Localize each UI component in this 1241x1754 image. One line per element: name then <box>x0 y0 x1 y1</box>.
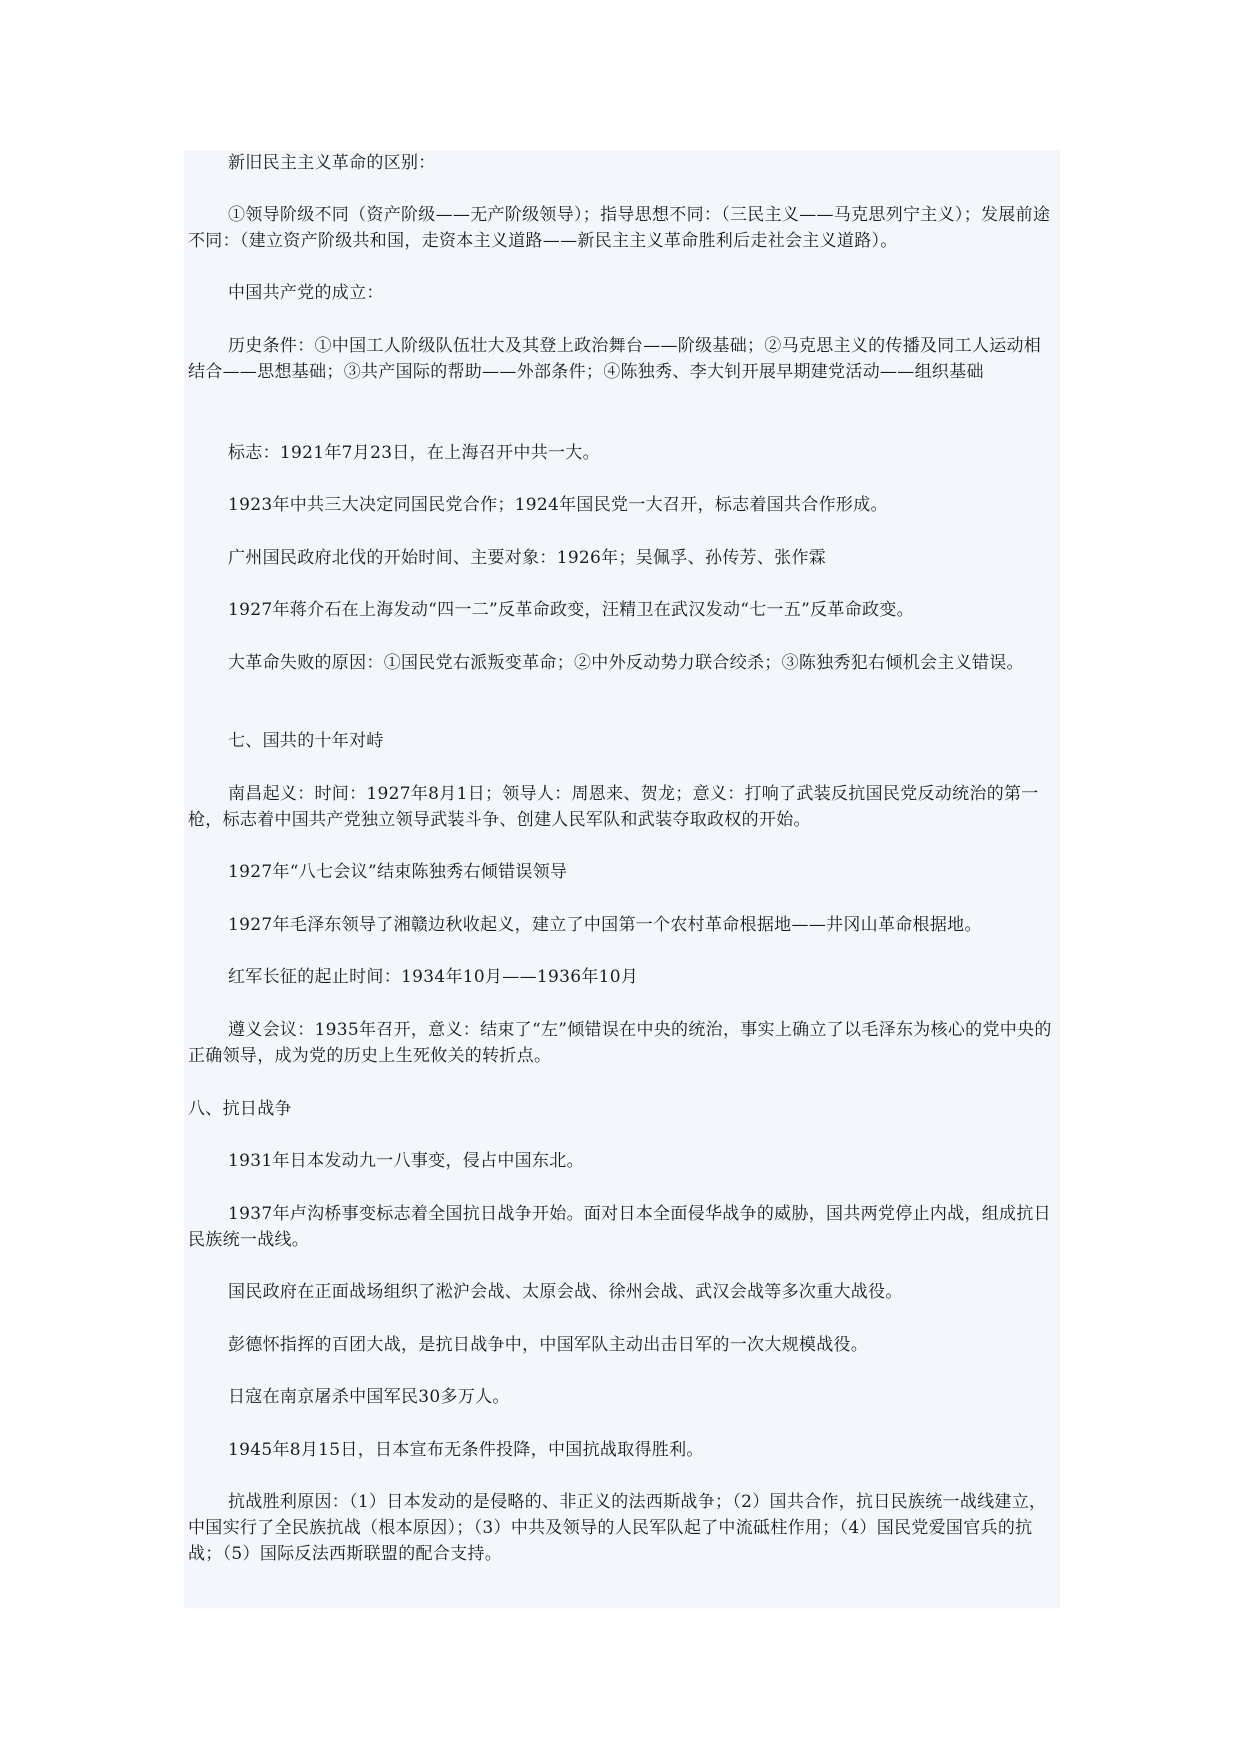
paragraph: 1931年日本发动九一八事变，侵占中国东北。 <box>228 1151 584 1171</box>
section-heading: 七、国共的十年对峙 <box>228 731 384 751</box>
paragraph: 新旧民主主义革命的区别： <box>228 153 436 173</box>
paragraph: 1923年中共三大决定同国民党合作；1924年国民党一大召开，标志着国共合作形成。 <box>228 495 888 515</box>
paragraph: 1927年蒋介石在上海发动“四一二”反革命政变，汪精卫在武汉发动“七一五”反革命政变。 <box>228 600 914 620</box>
paragraph: 标志：1921年7月23日，在上海召开中共一大。 <box>228 443 600 463</box>
paragraph: 大革命失败的原因：①国民党右派叛变革命；②中外反动势力联合绞杀；③陈独秀犯右倾机会主义错误。 <box>228 653 1024 673</box>
paragraph: 1927年“八七会议”结束陈独秀右倾错误领导 <box>228 862 568 882</box>
paragraph: 中国共产党的成立： <box>228 283 384 303</box>
paragraph: 日寇在南京屠杀中国军民30多万人。 <box>228 1387 510 1407</box>
document-body <box>184 150 1060 1608</box>
paragraph: ①领导阶级不同（资产阶级——无产阶级领导）；指导思想不同：（三民主义——马克思列宁主义）；发展前途不同：（建立资产阶级共和国，走资本主义道路——新民主主义革命胜利后走社会主义道路）。 <box>188 205 1051 251</box>
paragraph: 国民政府在正面战场组织了淞沪会战、太原会战、徐州会战、武汉会战等多次重大战役。 <box>228 1282 903 1302</box>
paragraph: 遵义会议：1935年召开，意义：结束了“左”倾错误在中央的统治，事实上确立了以毛泽东为核心的党中央的正确领导，成为党的历史上生死攸关的转折点。 <box>188 1020 1052 1066</box>
paragraph: 南昌起义：时间：1927年8月1日；领导人：周恩来、贺龙；意义：打响了武装反抗国民党反动统治的第一枪，标志着中国共产党独立领导武装斗争、创建人民军队和武装夺取政权的开始。 <box>188 784 1039 830</box>
paragraph: 抗战胜利原因：（1）日本发动的是侵略的、非正义的法西斯战争；（2）国共合作，抗日民族统一战线建立，中国实行了全民族抗战（根本原因）；（3）中共及领导的人民军队起了中流砥柱作用；（4）国民党爱国官兵的抗战；（5）国际反法西斯联盟的配合支持。 <box>188 1492 1047 1564</box>
paragraph: 1945年8月15日，日本宣布无条件投降，中国抗战取得胜利。 <box>228 1440 704 1460</box>
paragraph: 红军长征的起止时间：1934年10月——1936年10月 <box>228 967 639 987</box>
paragraph: 1927年毛泽东领导了湘赣边秋收起义，建立了中国第一个农村革命根据地——井冈山革命根据地。 <box>228 915 982 935</box>
section-heading: 八、抗日战争 <box>188 1099 292 1119</box>
paragraph: 历史条件：①中国工人阶级队伍壮大及其登上政治舞台——阶级基础；②马克思主义的传播及同工人运动相结合——思想基础；③共产国际的帮助——外部条件；④陈独秀、李大钊开展早期建党活动——组织基础 <box>188 336 1042 382</box>
paragraph: 彭德怀指挥的百团大战，是抗日战争中，中国军队主动出击日军的一次大规模战役。 <box>228 1335 869 1355</box>
paragraph: 广州国民政府北伐的开始时间、主要对象：1926年；吴佩孚、孙传芳、张作霖 <box>228 548 827 568</box>
paragraph: 1937年卢沟桥事变标志着全国抗日战争开始。面对日本全面侵华战争的威胁，国共两党停止内战，组成抗日民族统一战线。 <box>188 1204 1051 1250</box>
